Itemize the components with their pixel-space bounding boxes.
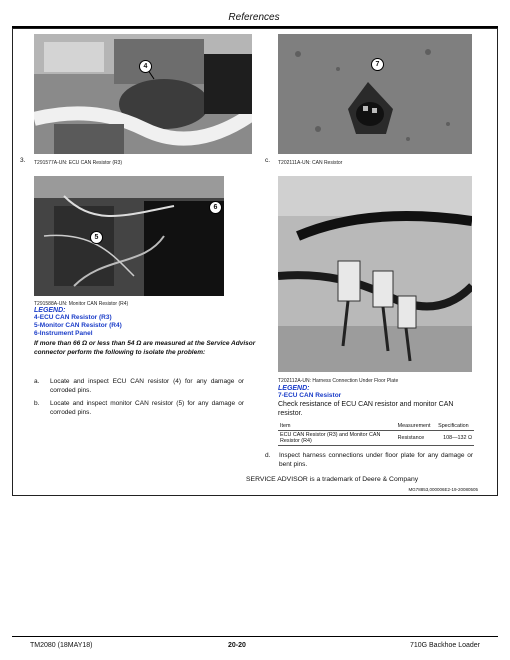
photo-engine-graphic: [34, 34, 252, 154]
photo-harness-connection: [278, 176, 472, 372]
spec-header-spec: Specification: [436, 422, 474, 431]
photo-caption-3: T291588A-UN: Monitor CAN Resistor (R4): [34, 301, 129, 307]
step-b: [34, 400, 244, 417]
photo-can-resistor: [278, 34, 472, 154]
footer-rule: [12, 636, 498, 637]
legend-block-1: [34, 307, 264, 357]
spec-header-item: Item: [278, 422, 396, 431]
spec-cell-item: ECU CAN Resistor (R3) and Monitor CAN Resistor (R4): [278, 431, 396, 446]
spec-table-row: [278, 431, 474, 446]
spec-cell-measurement: Resistance: [396, 431, 437, 446]
page-header: [0, 0, 510, 30]
step-a-text: Locate and inspect ECU CAN resistor (4) for any damage or corroded pins.: [50, 378, 244, 394]
legend-title-1: LEGEND:: [34, 307, 66, 314]
spec-table-header: [278, 422, 474, 431]
isolation-instruction: If more than 66 Ω or less than 54 Ω are measured at the Service Advisor connector perform the following to isolate the problem:: [34, 340, 256, 356]
footer-page-number: 20-20: [228, 642, 246, 649]
legend-item-ecu-can: 7-ECU CAN Resistor: [278, 392, 342, 399]
photo-monitor-can-resistor: [34, 176, 224, 296]
spec-header-measurement: Measurement: [396, 422, 437, 431]
spec-cell-spec: 108—132 Ω: [436, 431, 474, 446]
photo-harness-graphic: [278, 176, 472, 372]
legend-block-2: [278, 385, 474, 446]
step-d-letter: d.: [265, 452, 271, 459]
photo-ecu-can-resistor: [34, 34, 252, 154]
document-code: MG78853,000006E2-19-20080505: [408, 487, 478, 492]
photo-monitor-graphic: [34, 176, 224, 296]
steps-list-left: [34, 378, 244, 417]
step-b-text: Locate and inspect monitor CAN resistor (5) for any damage or corroded pins.: [50, 400, 244, 416]
trademark-note: SERVICE ADVISOR is a trademark of Deere & Company: [246, 476, 419, 483]
callout-6: 6: [209, 201, 222, 214]
photo-caption-4: T202112A-UN: Harness Connection Under Floor Plate: [278, 378, 399, 384]
photo-caption-1: T291577A-UN: ECU CAN Resistor (R3): [34, 160, 123, 166]
step-a-letter: a.: [34, 378, 40, 385]
step-d: [265, 452, 473, 469]
callout-5: 5: [90, 231, 103, 244]
spec-table: [278, 422, 474, 446]
legend-item-panel: 6-Instrument Panel: [34, 330, 93, 337]
footer-manual-id: TM2080 (18MAY18): [30, 642, 93, 649]
callout-4: 4: [139, 60, 152, 73]
header-title: References: [228, 12, 280, 23]
step-a: [34, 378, 244, 395]
photo-caption-2: T202111A-UN: CAN Resistor: [278, 160, 343, 166]
step-3-label: 3.: [20, 157, 26, 164]
footer-model: 710G Backhoe Loader: [409, 642, 480, 649]
legend-title-2: LEGEND:: [278, 385, 310, 392]
step-b-letter: b.: [34, 400, 40, 407]
callout-7: 7: [371, 58, 384, 71]
photo-resistor-graphic: [278, 34, 472, 154]
step-c-label: c.: [265, 157, 271, 164]
check-resistance-text: Check resistance of ECU CAN resistor and monitor CAN resistor.: [278, 401, 454, 417]
legend-item-monitor: 5-Monitor CAN Resistor (R4): [34, 322, 122, 329]
step-d-text: Inspect harness connections under floor plate for any damage or bent pins.: [279, 452, 473, 468]
legend-item-ecu: 4-ECU CAN Resistor (R3): [34, 314, 112, 321]
